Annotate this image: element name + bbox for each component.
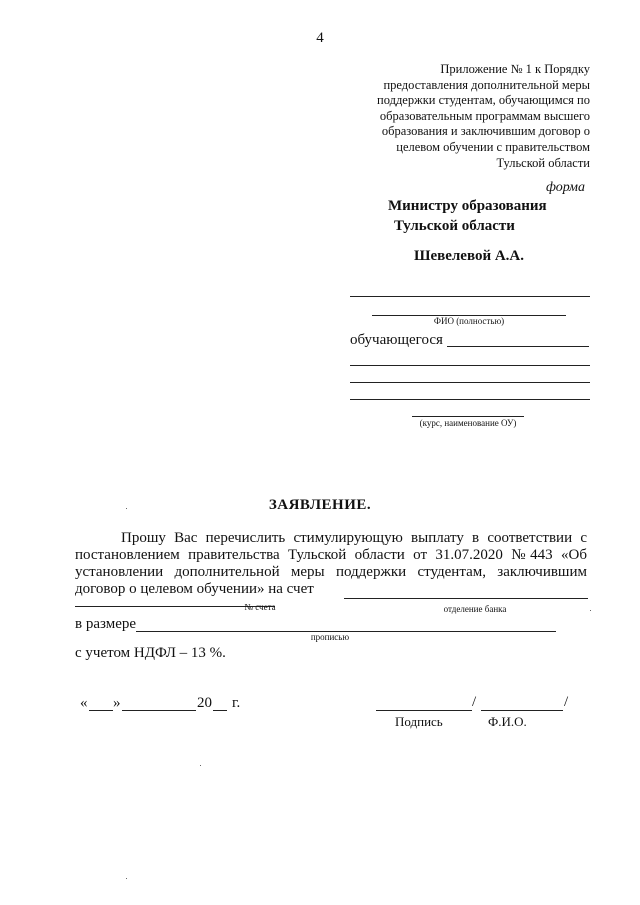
appendix-line: целевом обучении с правительством — [396, 139, 590, 154]
fio-sign-line[interactable] — [481, 710, 563, 711]
date-year-line[interactable] — [213, 710, 227, 711]
signature-line[interactable] — [376, 710, 472, 711]
appendix-line: Тульской области — [496, 155, 590, 170]
course-caption: (курс, наименование ОУ) — [419, 418, 517, 428]
tax-note: с учетом НДФЛ – 13 %. — [75, 645, 226, 661]
amount-label: в размере — [75, 616, 137, 632]
date-open-quote: « — [80, 695, 88, 711]
appendix-note — [340, 62, 590, 171]
scan-speck — [200, 765, 201, 766]
page-number: 4 — [316, 30, 324, 46]
official-name: Шевелевой А.А. — [414, 248, 525, 264]
student-line[interactable] — [447, 346, 589, 347]
fio-line-1[interactable] — [350, 296, 590, 297]
course-caption-line — [412, 416, 524, 417]
course-line-1[interactable] — [350, 365, 590, 366]
scan-speck — [126, 878, 127, 879]
account-caption: № счета — [244, 602, 276, 612]
statement-text — [75, 530, 587, 598]
form-label: форма — [546, 180, 585, 195]
student-label: обучающегося — [350, 332, 443, 348]
account-line-end[interactable] — [344, 598, 588, 599]
appendix-line: образования и заключившим договор о — [381, 124, 590, 139]
addressee-line: Министру образования — [388, 198, 547, 214]
date-year-suffix: г. — [232, 695, 241, 711]
date-month-line[interactable] — [122, 710, 196, 711]
signature-slash-1: / — [472, 694, 477, 710]
date-close-quote: » — [113, 695, 121, 711]
fio-caption: ФИО (полностью) — [433, 316, 505, 326]
document-title: ЗАЯВЛЕНИЕ. — [268, 497, 372, 513]
appendix-line: поддержки студентам, обучающимся по — [377, 93, 590, 108]
date-year-prefix: 20 — [197, 695, 212, 711]
amount-caption: прописью — [310, 632, 350, 642]
addressee — [388, 196, 547, 236]
course-line-3[interactable] — [350, 399, 590, 400]
addressee-line: Тульской области — [394, 218, 515, 234]
appendix-line: предоставления дополнительной меры — [383, 77, 590, 92]
scan-speck — [590, 610, 591, 611]
fio-sign-label: Ф.И.О. — [488, 714, 527, 729]
appendix-line: Приложение № 1 к Порядку — [440, 62, 590, 76]
bank-caption: отделение банка — [443, 604, 507, 614]
date-day-line[interactable] — [89, 710, 113, 711]
appendix-line: образовательным программам высшего — [379, 108, 590, 123]
signature-label: Подпись — [395, 714, 443, 729]
signature-slash-2: / — [564, 694, 569, 710]
scan-speck — [126, 508, 127, 509]
course-line-2[interactable] — [350, 382, 590, 383]
statement-body: Прошу Вас перечислить стимулирующую выплату в соответствии с постановлением правительства Тульской области от 31.07.2020 №443 «Об установлении дополнительной меры поддержки студентам, заключившим договор о целевом обучении» на счет — [75, 530, 587, 597]
